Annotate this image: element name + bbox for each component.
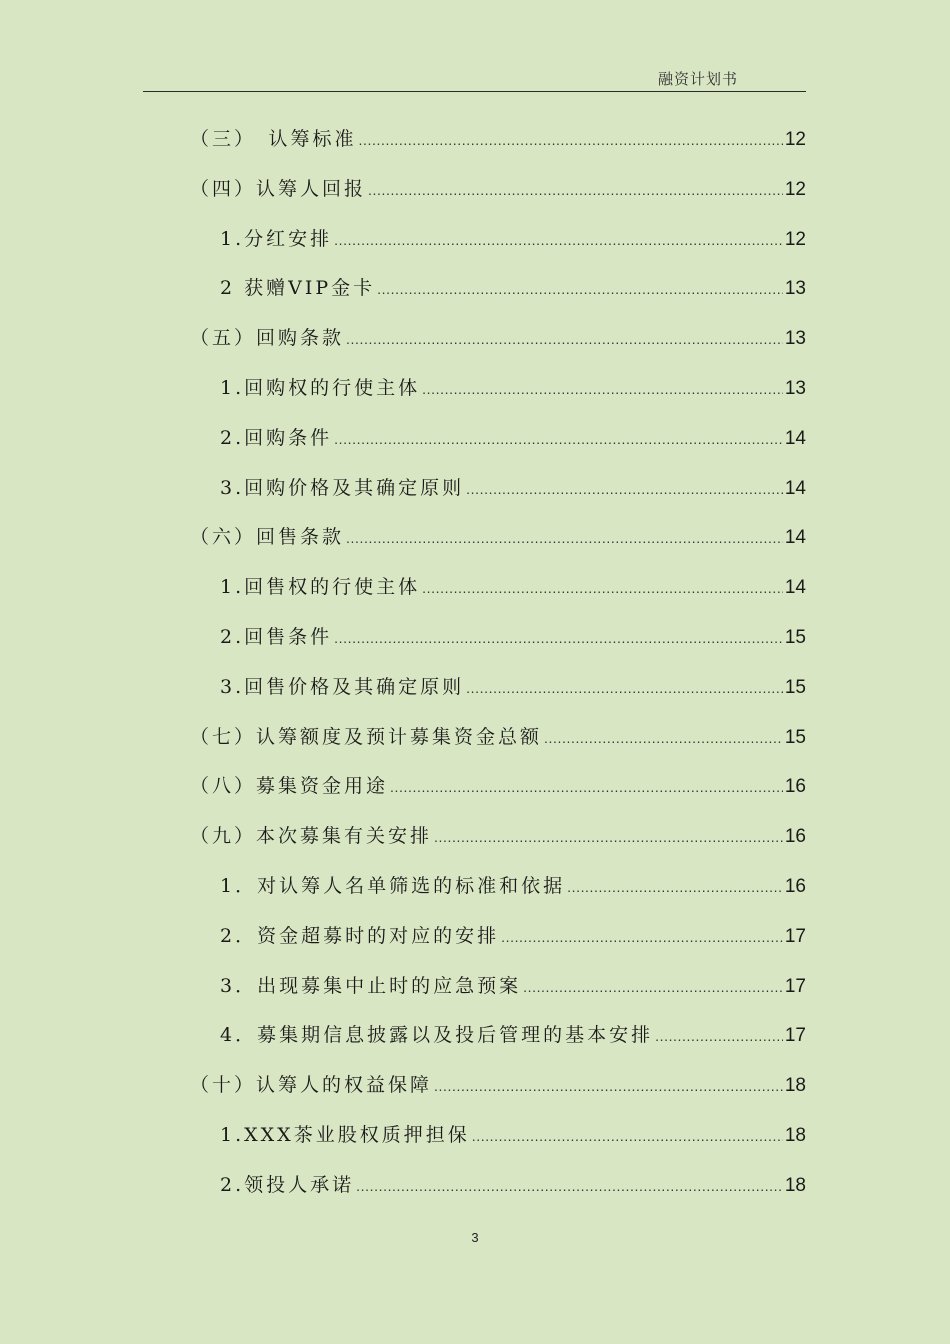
toc-dot-leader: [368, 165, 783, 216]
toc-entry-page: 17: [784, 1025, 806, 1047]
toc-entry-page: 14: [784, 577, 806, 599]
toc-entry-page: 17: [784, 925, 806, 947]
toc-entry-page: 12: [784, 178, 806, 200]
toc-entry[interactable]: [190, 563, 806, 613]
toc-entry-label: （八）募集资金用途: [190, 775, 389, 798]
toc-entry-label: 1.分红安排: [220, 227, 333, 250]
toc-entry[interactable]: [190, 1161, 806, 1211]
toc-entry-page: 16: [784, 776, 806, 798]
toc-dot-leader: [466, 663, 783, 714]
header-title: 融资计划书: [657, 70, 738, 88]
toc-entry-page: 16: [784, 875, 806, 897]
toc-dot-leader: [334, 613, 783, 664]
toc-dot-leader: [334, 215, 783, 266]
toc-entry-page: 12: [784, 129, 806, 150]
toc-dot-leader: [346, 513, 783, 564]
toc-entry-page: 12: [784, 228, 806, 250]
toc-entry-page: 15: [784, 676, 806, 698]
toc-entry-label: （七）认筹额度及预计募集资金总额: [190, 725, 543, 748]
toc-entry-label: 2 获赠VIP金卡: [220, 277, 376, 300]
toc-dot-leader: [434, 1061, 783, 1112]
toc-dot-leader: [544, 713, 783, 764]
toc-dot-leader: [501, 912, 783, 963]
toc-entry-page: 13: [784, 377, 806, 399]
header-rule: [143, 91, 806, 92]
toc-entry[interactable]: [190, 165, 806, 215]
toc-entry-page: 16: [784, 826, 806, 848]
toc-entry-label: （四）认筹人回报: [190, 177, 367, 200]
toc-entry[interactable]: [190, 414, 806, 464]
toc-entry-page: 18: [784, 1075, 806, 1097]
toc-entry-page: 14: [784, 527, 806, 549]
toc-dot-leader: [334, 414, 783, 465]
toc-entry[interactable]: [190, 513, 806, 563]
toc-entry-label: 3.回售价格及其确定原则: [220, 675, 465, 698]
toc-entry-page: 18: [784, 1174, 806, 1196]
toc-dot-leader: [655, 1011, 783, 1062]
toc-dot-leader: [390, 762, 783, 813]
toc-entry-page: 18: [784, 1124, 806, 1146]
toc-entry[interactable]: [190, 713, 806, 763]
toc-entry[interactable]: [190, 912, 806, 962]
toc-entry-page: 13: [784, 328, 806, 350]
toc-entry-page: 15: [784, 726, 806, 748]
toc-entry-label: 1.XXX茶业股权质押担保: [220, 1123, 470, 1146]
toc-entry-label: 1．对认筹人名单筛选的标准和依据: [220, 874, 566, 897]
toc-entry-label: （九）本次募集有关安排: [190, 825, 433, 848]
toc-entry[interactable]: [190, 1111, 806, 1161]
toc-entry[interactable]: [190, 812, 806, 862]
toc-entry[interactable]: [190, 364, 806, 414]
toc-dot-leader: [356, 1161, 783, 1212]
toc-dot-leader: [377, 264, 783, 315]
toc-dot-leader: [466, 464, 783, 515]
toc-entry-label: （六）回售条款: [190, 526, 345, 549]
toc-entry[interactable]: [190, 264, 806, 314]
toc-dot-leader: [422, 563, 783, 614]
toc-entry-label: （三） 认筹标准: [190, 128, 357, 150]
toc-entry[interactable]: [190, 663, 806, 713]
toc-dot-leader: [346, 314, 783, 365]
toc-dot-leader: [523, 962, 783, 1013]
toc-entry-label: 2．资金超募时的对应的安排: [220, 924, 500, 947]
toc-entry-page: 13: [784, 278, 806, 300]
toc-dot-leader: [472, 1111, 783, 1162]
toc-dot-leader: [422, 364, 783, 415]
toc-entry-label: 4．募集期信息披露以及投后管理的基本安排: [220, 1024, 654, 1047]
toc-entry-label: 3．出现募集中止时的应急预案: [220, 974, 522, 997]
toc-entry[interactable]: [190, 314, 806, 364]
toc-entry[interactable]: [190, 464, 806, 514]
table-of-contents: [190, 115, 806, 1211]
toc-entry-label: （十）认筹人的权益保障: [190, 1074, 433, 1097]
toc-entry[interactable]: [190, 962, 806, 1012]
toc-entry[interactable]: [190, 1011, 806, 1061]
toc-entry-page: 17: [784, 975, 806, 997]
toc-entry[interactable]: [190, 1061, 806, 1111]
toc-entry-label: 3.回购价格及其确定原则: [220, 476, 465, 499]
toc-entry-page: 14: [784, 477, 806, 499]
toc-entry-label: （五）回购条款: [190, 327, 345, 350]
toc-entry[interactable]: [190, 215, 806, 265]
toc-entry[interactable]: [190, 115, 806, 165]
toc-entry[interactable]: [190, 613, 806, 663]
toc-dot-leader: [434, 812, 783, 863]
toc-entry-label: 2.回购条件: [220, 426, 333, 449]
toc-entry[interactable]: [190, 862, 806, 912]
toc-dot-leader: [359, 115, 783, 166]
toc-entry-label: 2.回售条件: [220, 625, 333, 648]
toc-entry-page: 15: [784, 626, 806, 648]
toc-dot-leader: [567, 862, 783, 913]
toc-entry-label: 2.领投人承诺: [220, 1173, 355, 1196]
toc-entry-label: 1.回购权的行使主体: [220, 376, 421, 399]
toc-entry-page: 14: [784, 427, 806, 449]
page-number: 3: [471, 1230, 479, 1245]
toc-entry-label: 1.回售权的行使主体: [220, 576, 421, 599]
toc-entry[interactable]: [190, 762, 806, 812]
